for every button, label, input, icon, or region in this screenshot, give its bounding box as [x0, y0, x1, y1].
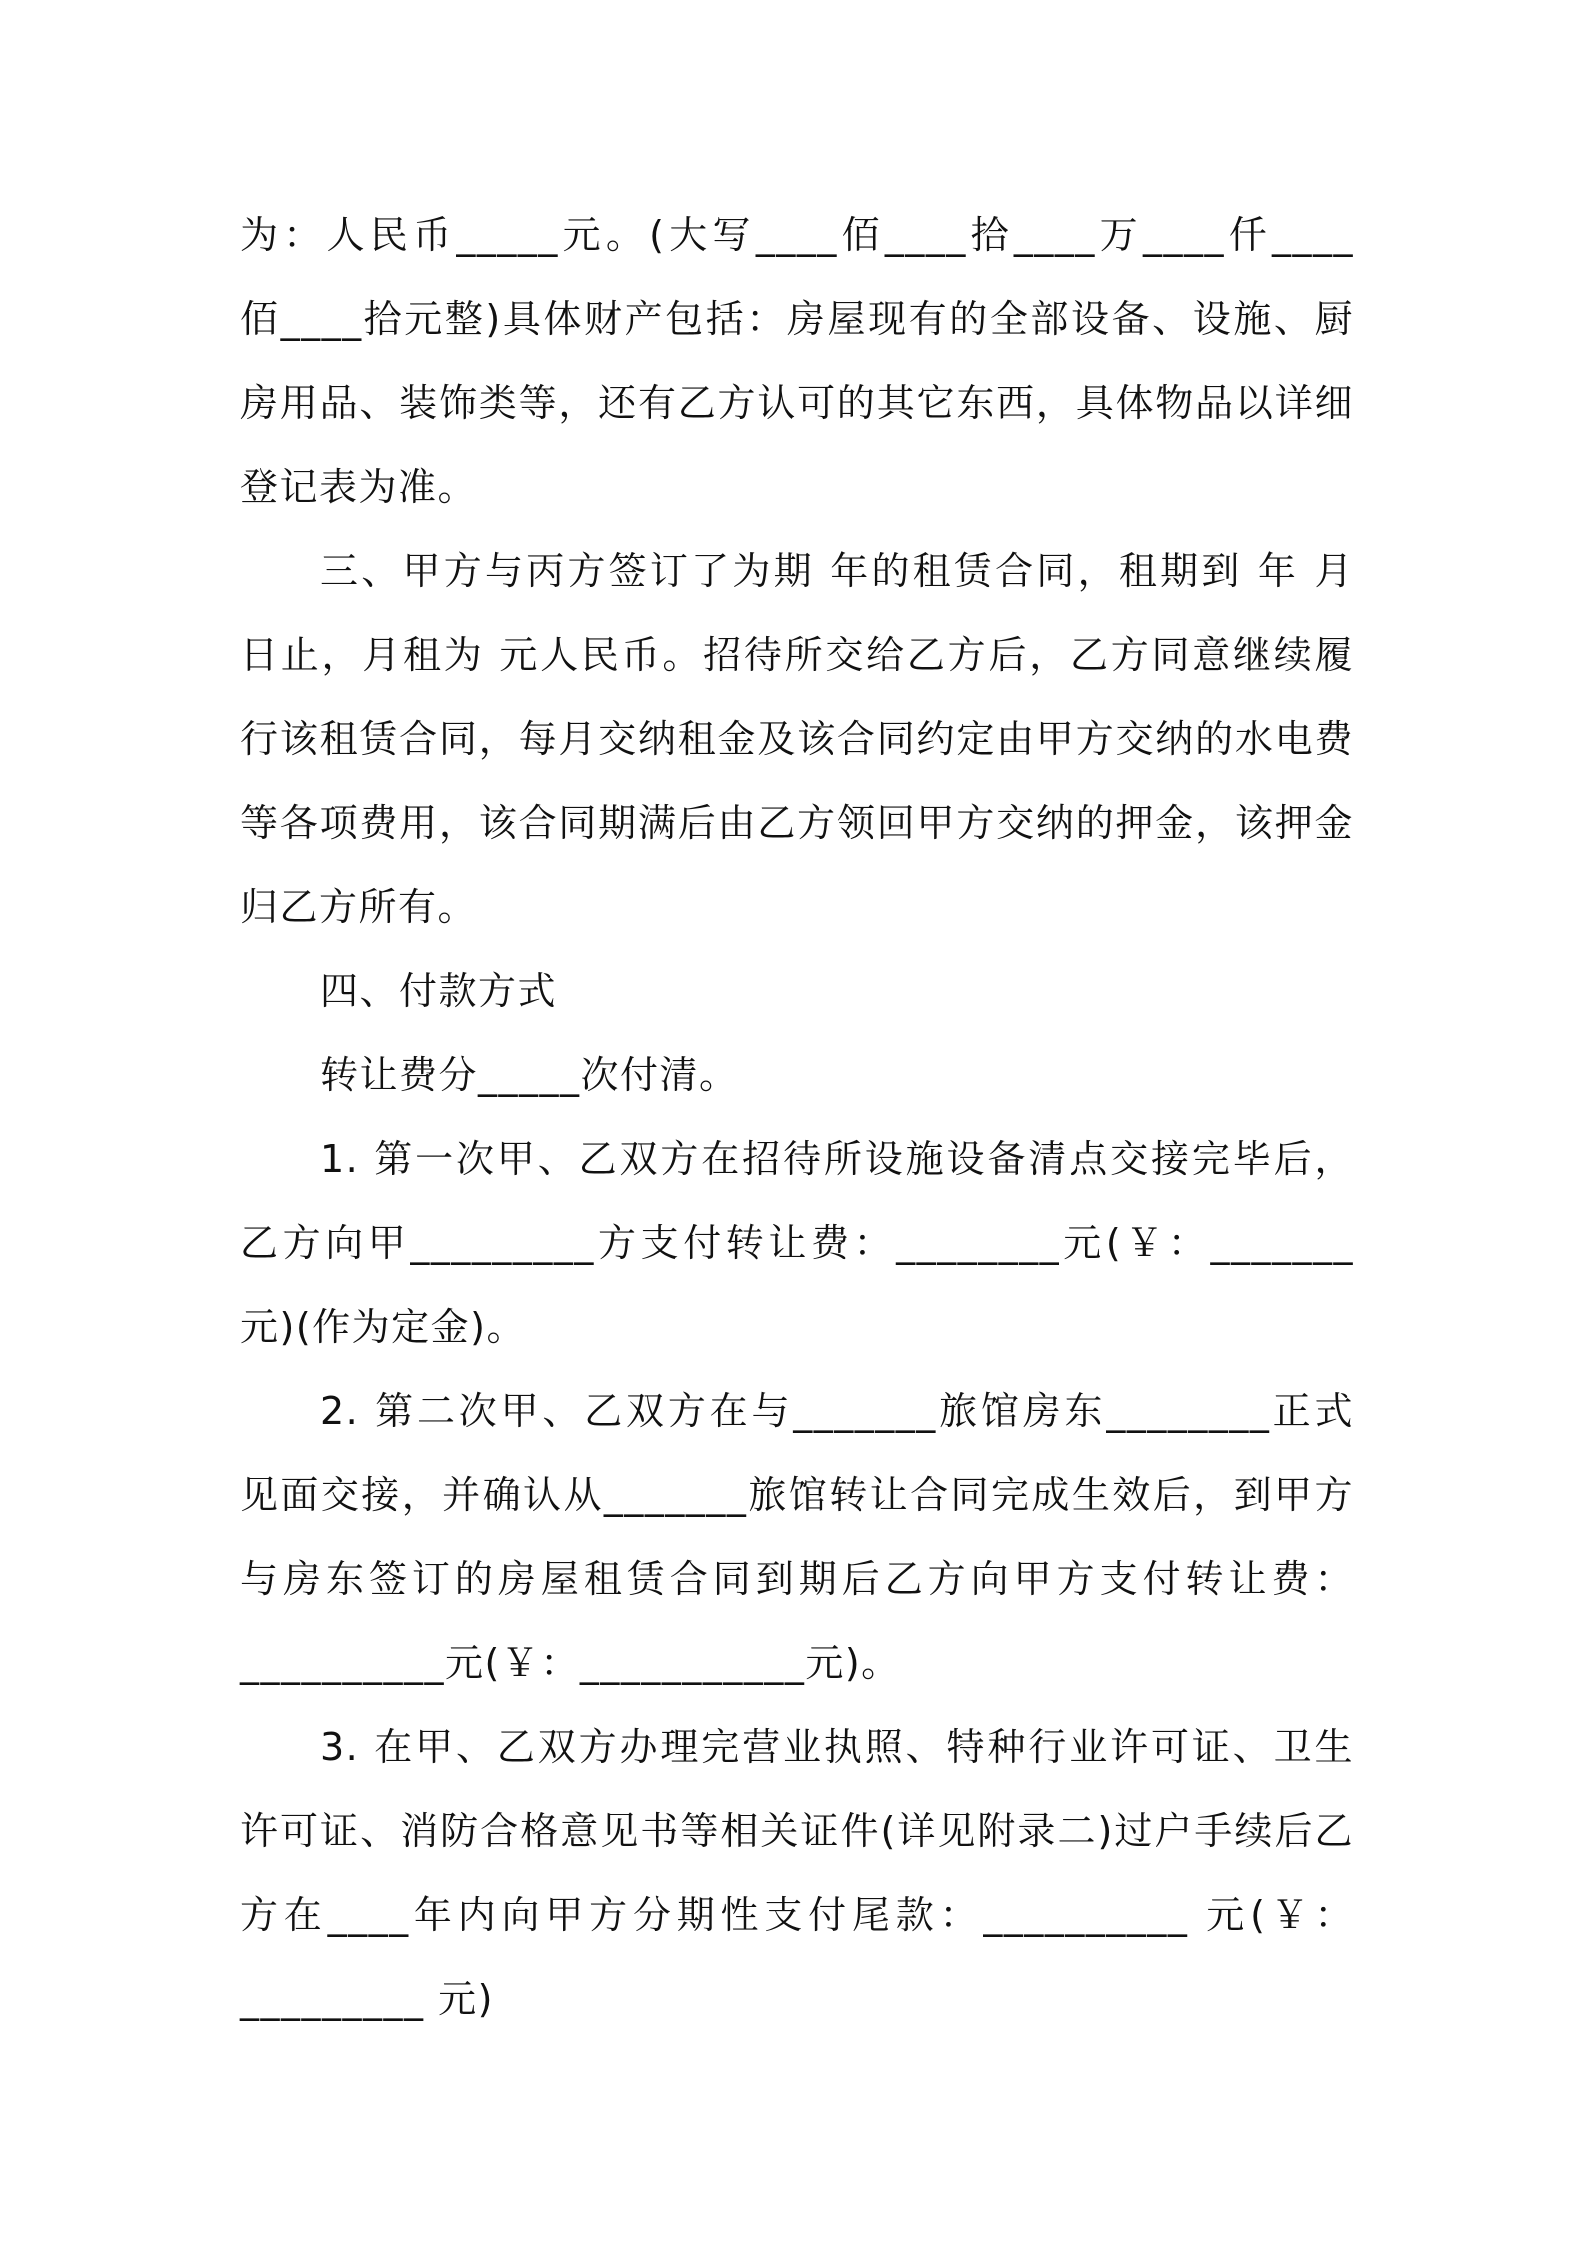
text-line: 许可证、消防合格意见书等相关证件(详见附录二)过户手续后乙	[240, 1809, 1354, 1853]
text-line: 登记表为准。	[240, 465, 478, 509]
paragraph-start-line: 2. 第二次甲、乙双方在与_______旅馆房东________正式	[320, 1389, 1354, 1433]
text-line: 为：人民币_____元。(大写____佰____拾____万____仟____	[240, 213, 1354, 257]
text-line: 见面交接，并确认从_______旅馆转让合同完成生效后，到甲方	[240, 1473, 1354, 1517]
paragraph-start-line: 三、甲方与丙方签订了为期 年的租赁合同，租期到 年 月	[320, 549, 1354, 593]
text-line: 归乙方所有。	[240, 885, 478, 929]
text-line: 与房东签订的房屋租赁合同到期后乙方向甲方支付转让费：	[240, 1557, 1354, 1601]
document-body	[240, 193, 1354, 2041]
text-line: 等各项费用，该合同期满后由乙方领回甲方交纳的押金，该押金	[240, 801, 1354, 845]
text-line: 行该租赁合同，每月交纳租金及该合同约定由甲方交纳的水电费	[240, 717, 1354, 761]
text-line: __________元(￥：___________元)。	[240, 1641, 901, 1685]
text-line: _________ 元)	[240, 1977, 494, 2021]
paragraph-start-line: 1. 第一次甲、乙双方在招待所设施设备清点交接完毕后，	[320, 1137, 1354, 1181]
text-line: 房用品、装饰类等，还有乙方认可的其它东西，具体物品以详细	[240, 381, 1354, 425]
text-line: 元)(作为定金)。	[240, 1305, 526, 1349]
text-line: 佰____拾元整)具体财产包括：房屋现有的全部设备、设施、厨	[240, 297, 1354, 341]
paragraph-start-line: 3. 在甲、乙双方办理完营业执照、特种行业许可证、卫生	[320, 1725, 1354, 1769]
text-line: 方在____年内向甲方分期性支付尾款：__________ 元(￥：	[240, 1893, 1354, 1937]
text-line: 乙方向甲_________方支付转让费：________元(￥：_______	[240, 1221, 1354, 1265]
text-line: 日止，月租为 元人民币。招待所交给乙方后，乙方同意继续履	[240, 633, 1354, 677]
section-heading: 四、付款方式	[320, 969, 558, 1013]
paragraph-start-line: 转让费分_____次付清。	[320, 1053, 739, 1097]
